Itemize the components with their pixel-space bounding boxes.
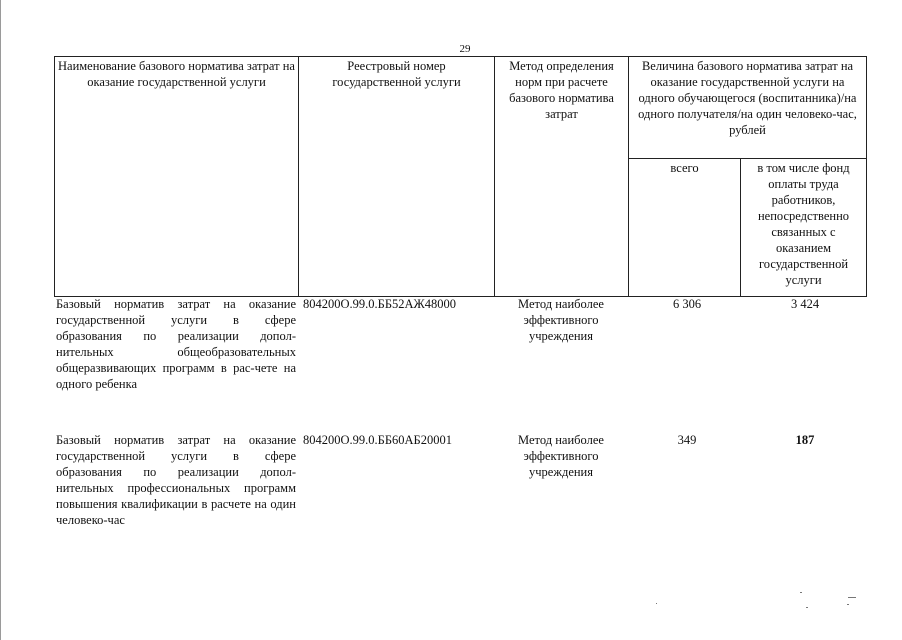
- scan-speck: [847, 604, 849, 605]
- row-total: 6 306: [672, 297, 702, 311]
- scan-speck: [848, 597, 856, 598]
- scan-speck: [800, 592, 802, 593]
- row-method: Метод наиболее эффективного учреждения: [518, 433, 604, 479]
- header-total-cell: всего: [629, 159, 741, 297]
- row-registry: 804200О.99.0.ББ60АБ20001: [303, 433, 452, 447]
- header-registry-cell: Реестровый номер государственной услуги: [299, 57, 495, 297]
- header-name-cell: Наименование базового норматива затрат на оказание государственной услуги: [55, 57, 299, 297]
- row-name: Базовый норматив затрат на оказание государственной услуги в сфере образования по реализации допол-нительных профессиональных программ повышения квалификации в расчете на один человеко-час: [56, 433, 296, 527]
- row-fund: 3 424: [790, 297, 820, 311]
- row-registry: 804200О.99.0.ББ52АЖ48000: [303, 297, 456, 311]
- row-method: Метод наиболее эффективного учреждения: [518, 297, 604, 343]
- row-fund: 187: [795, 433, 815, 447]
- row-name: Базовый норматив затрат на оказание государственной услуги в сфере образования по реализации допол-нительных общеобразовательных общеразвивающих программ в рас-чете на одного ребенка: [56, 297, 296, 391]
- scan-speck: [656, 603, 657, 604]
- header-method-cell: Метод определения норм при расчете базового норматива затрат: [495, 57, 629, 297]
- row-total: 349: [677, 433, 697, 447]
- page-number: 29: [459, 43, 471, 55]
- header-fund-cell: в том числе фонд оплаты труда работников, непосредственно связанных с оказанием государственной услуги: [741, 159, 867, 297]
- scan-edge-line: [0, 0, 1, 640]
- header-table: [54, 56, 867, 297]
- scan-speck: [806, 607, 808, 608]
- header-value-cell: Величина базового норматива затрат на оказание государственной услуги на одного обучающегося (воспитанника)/на одного получателя/на один человеко-час, рублей: [629, 57, 867, 159]
